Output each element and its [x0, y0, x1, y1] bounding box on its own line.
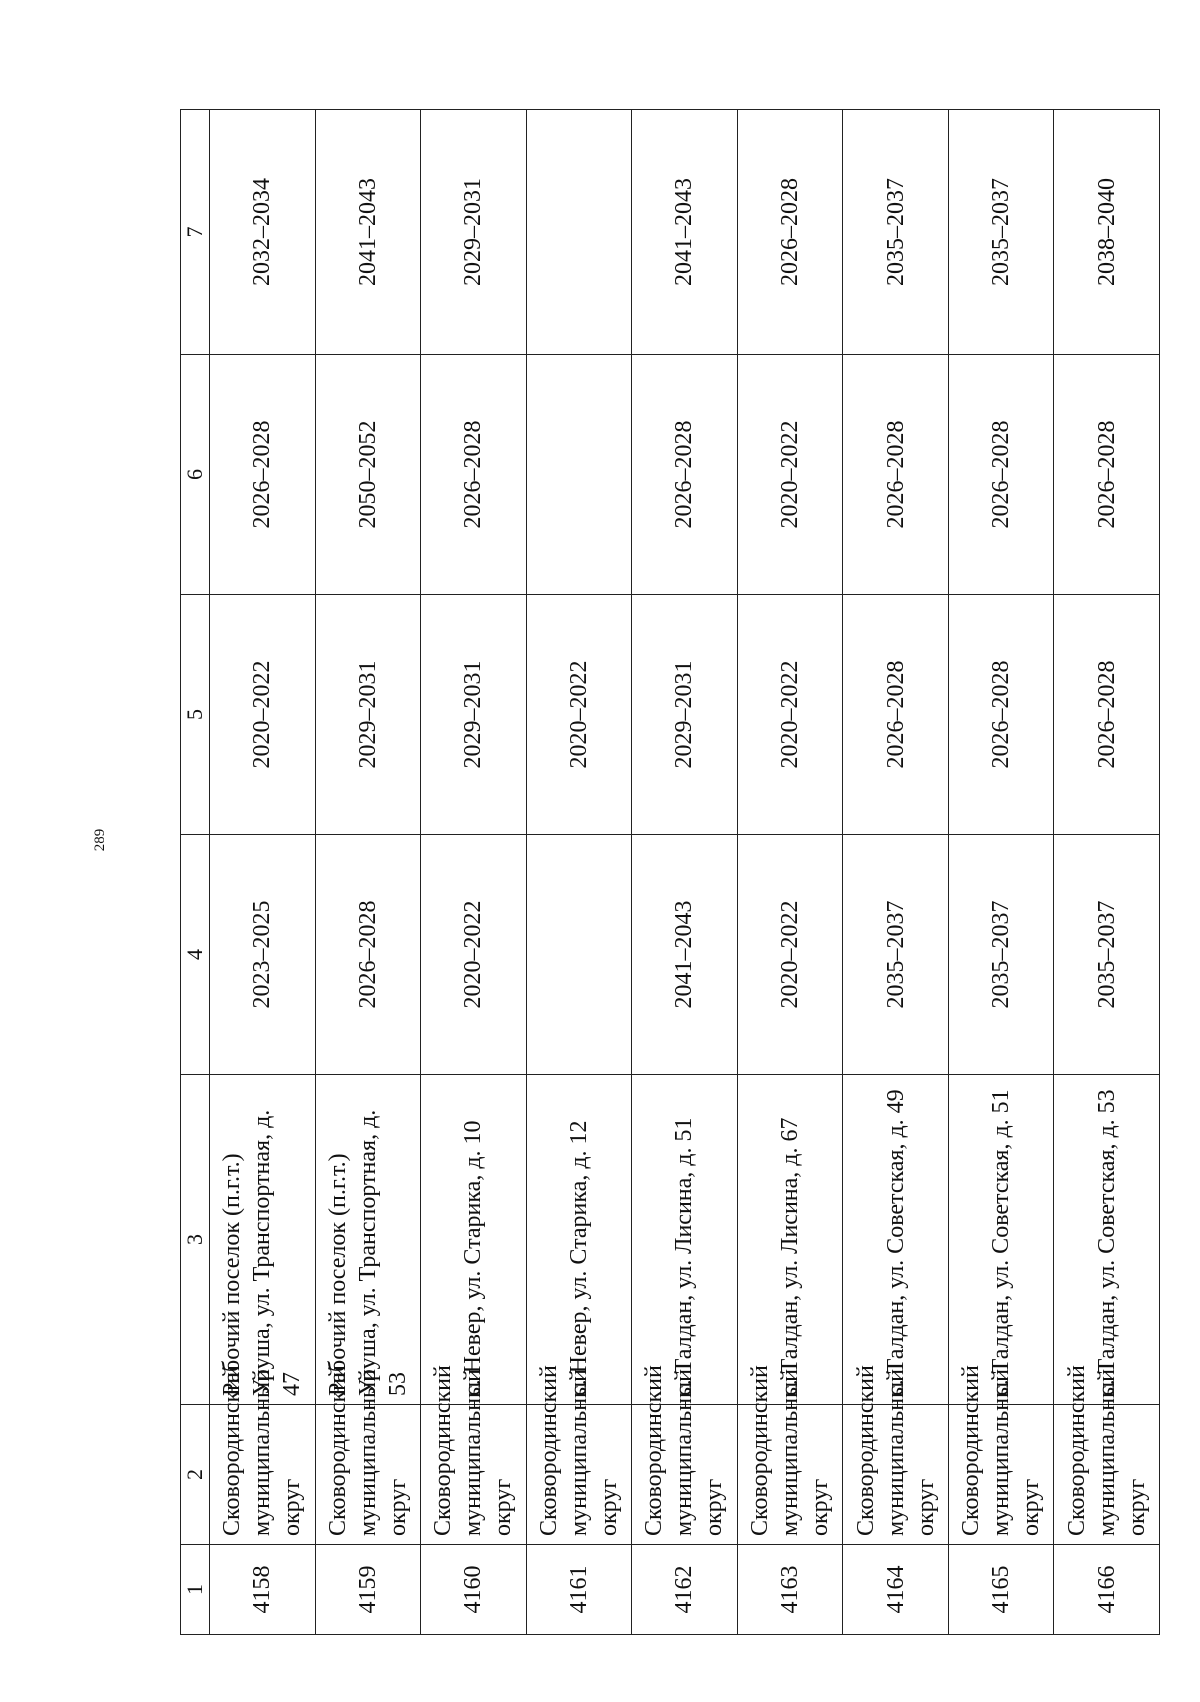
table-row [1054, 110, 1160, 1635]
period-col-5-cell: 2029–2031 [421, 595, 527, 835]
row-number-cell: 4159 [315, 1545, 421, 1635]
period-col-7-cell: 2038–2040 [1054, 110, 1160, 355]
table-row [737, 110, 843, 1635]
period-col-5-cell: 2020–2022 [526, 595, 632, 835]
table-row [632, 110, 738, 1635]
row-number-cell: 4161 [526, 1545, 632, 1635]
header-col-4: 4 [181, 835, 210, 1075]
table-header [181, 110, 210, 1635]
period-col-6-cell: 2026–2028 [843, 355, 949, 595]
period-col-7-cell: 2041–2043 [315, 110, 421, 355]
municipality-cell: Сковородинский муниципальный округ [843, 1405, 949, 1545]
table-row [843, 110, 949, 1635]
row-number-cell: 4160 [421, 1545, 527, 1635]
municipality-cell: Сковородинский муниципальный округ [526, 1405, 632, 1545]
table-rotation-wrapper [180, 110, 1160, 1635]
period-col-5-cell: 2026–2028 [948, 595, 1054, 835]
address-cell: с. Талдан, ул. Советская, д. 51 [948, 1075, 1054, 1405]
period-col-4-cell: 2035–2037 [843, 835, 949, 1075]
period-col-7-cell: 2032–2034 [210, 110, 316, 355]
table-row [526, 110, 632, 1635]
rotated-table-container [180, 110, 1160, 1635]
address-cell: с. Талдан, ул. Лисина, д. 67 [737, 1075, 843, 1405]
address-cell: с. Невер, ул. Старика, д. 12 [526, 1075, 632, 1405]
address-cell: с. Талдан, ул. Лисина, д. 51 [632, 1075, 738, 1405]
address-cell: с. Талдан, ул. Советская, д. 53 [1054, 1075, 1160, 1405]
period-col-6-cell: 2026–2028 [421, 355, 527, 595]
period-col-4-cell: 2026–2028 [315, 835, 421, 1075]
period-col-4-cell: 2020–2022 [421, 835, 527, 1075]
table-row [315, 110, 421, 1635]
period-col-6-cell: 2026–2028 [210, 355, 316, 595]
row-number-cell: 4163 [737, 1545, 843, 1635]
address-cell: Рабочий поселок (п.г.т.) Уруша, ул. Транспортная, д. 47 [210, 1075, 316, 1405]
table-row [421, 110, 527, 1635]
header-col-3: 3 [181, 1075, 210, 1405]
period-col-4-cell [526, 835, 632, 1075]
row-number-cell: 4164 [843, 1545, 949, 1635]
row-number-cell: 4166 [1054, 1545, 1160, 1635]
municipality-cell: Сковородинский муниципальный округ [210, 1405, 316, 1545]
address-cell: с. Талдан, ул. Советская, д. 49 [843, 1075, 949, 1405]
period-col-4-cell: 2023–2025 [210, 835, 316, 1075]
municipality-cell: Сковородинский муниципальный округ [1054, 1405, 1160, 1545]
period-col-4-cell: 2035–2037 [948, 835, 1054, 1075]
header-col-7: 7 [181, 110, 210, 355]
row-number-cell: 4158 [210, 1545, 316, 1635]
period-col-5-cell: 2020–2022 [737, 595, 843, 835]
header-row [181, 110, 210, 1635]
period-col-5-cell: 2020–2022 [210, 595, 316, 835]
period-col-5-cell: 2026–2028 [843, 595, 949, 835]
municipality-cell: Сковородинский муниципальный округ [737, 1405, 843, 1545]
header-col-1: 1 [181, 1545, 210, 1635]
header-col-6: 6 [181, 355, 210, 595]
period-col-7-cell: 2035–2037 [843, 110, 949, 355]
period-col-5-cell: 2029–2031 [315, 595, 421, 835]
address-cell: с. Невер, ул. Старика, д. 10 [421, 1075, 527, 1405]
period-col-6-cell: 2050–2052 [315, 355, 421, 595]
row-number-cell: 4162 [632, 1545, 738, 1635]
period-col-6-cell [526, 355, 632, 595]
municipality-cell: Сковородинский муниципальный округ [315, 1405, 421, 1545]
period-col-7-cell: 2041–2043 [632, 110, 738, 355]
period-col-4-cell: 2041–2043 [632, 835, 738, 1075]
header-col-5: 5 [181, 595, 210, 835]
row-number-cell: 4165 [948, 1545, 1054, 1635]
period-col-4-cell: 2020–2022 [737, 835, 843, 1075]
period-col-4-cell: 2035–2037 [1054, 835, 1160, 1075]
period-col-5-cell: 2026–2028 [1054, 595, 1160, 835]
schedule-table [180, 109, 1160, 1635]
table-row [948, 110, 1054, 1635]
period-col-7-cell: 2035–2037 [948, 110, 1054, 355]
period-col-5-cell: 2029–2031 [632, 595, 738, 835]
period-col-6-cell: 2020–2022 [737, 355, 843, 595]
period-col-6-cell: 2026–2028 [632, 355, 738, 595]
header-col-2: 2 [181, 1405, 210, 1545]
period-col-6-cell: 2026–2028 [948, 355, 1054, 595]
page-number: 289 [92, 828, 108, 852]
table-row [210, 110, 316, 1635]
municipality-cell: Сковородинский муниципальный округ [421, 1405, 527, 1545]
period-col-7-cell [526, 110, 632, 355]
period-col-7-cell: 2029–2031 [421, 110, 527, 355]
address-cell: Рабочий поселок (п.г.т.) Уруша, ул. Транспортная, д. 53 [315, 1075, 421, 1405]
table-body [210, 110, 1160, 1635]
municipality-cell: Сковородинский муниципальный округ [632, 1405, 738, 1545]
period-col-7-cell: 2026–2028 [737, 110, 843, 355]
municipality-cell: Сковородинский муниципальный округ [948, 1405, 1054, 1545]
period-col-6-cell: 2026–2028 [1054, 355, 1160, 595]
